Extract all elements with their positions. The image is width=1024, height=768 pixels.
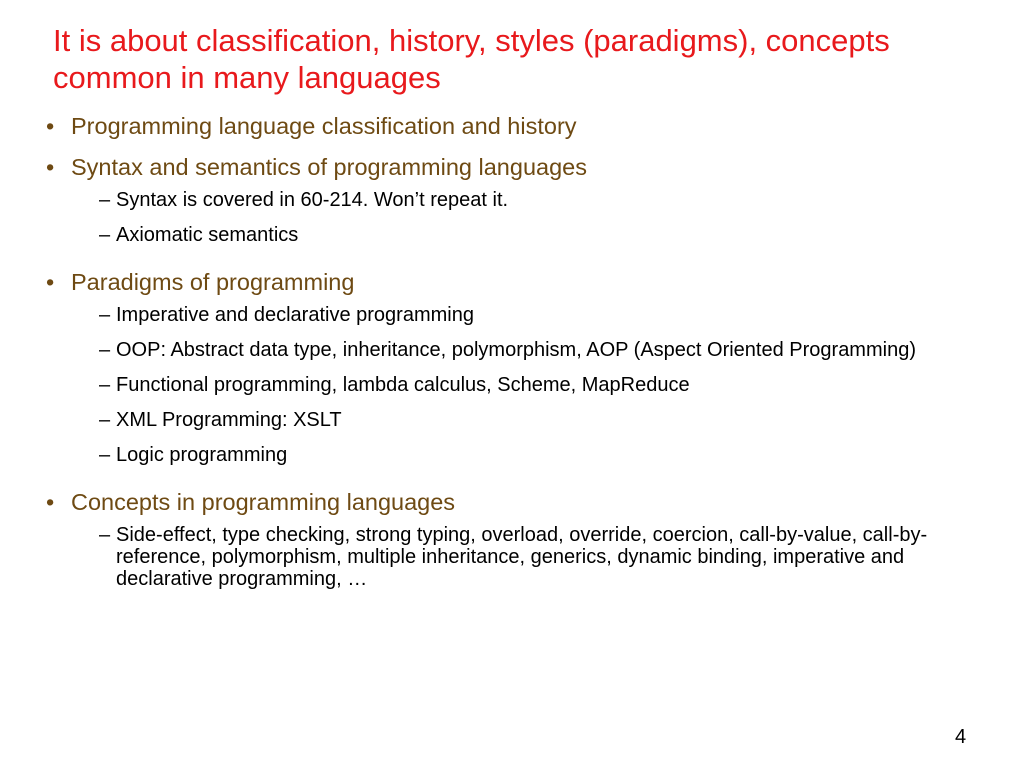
page-number: 4 [955, 726, 967, 748]
bullet-label: Syntax and semantics of programming languages [71, 154, 587, 180]
bullet-icon: • [46, 489, 55, 515]
dash-icon: – [99, 524, 111, 546]
dash-icon: – [99, 409, 111, 431]
bullet-icon: • [46, 269, 55, 295]
sub-item [46, 524, 966, 590]
bullet-icon: • [46, 113, 55, 139]
dash-icon: – [99, 224, 111, 246]
dash-icon: – [99, 339, 111, 361]
bullet-item-classification [46, 113, 986, 140]
sub-item-label: XML Programming: XSLT [116, 409, 342, 431]
sub-item [46, 339, 916, 361]
bullet-item-paradigms [46, 269, 986, 296]
slide-title: It is about classification, history, styles (paradigms), concepts common in many languages [53, 23, 890, 95]
sub-item-label: Imperative and declarative programming [116, 304, 474, 326]
dash-icon: – [99, 304, 111, 326]
sub-item-label: Axiomatic semantics [116, 224, 299, 246]
sub-item [46, 224, 916, 246]
bullet-icon: • [46, 154, 55, 180]
sub-item [46, 374, 916, 396]
bullet-item-concepts [46, 489, 986, 516]
sub-item [46, 444, 916, 466]
bullet-label: Programming language classification and history [71, 113, 577, 139]
dash-icon: – [99, 444, 111, 466]
bullet-item-syntax-semantics [46, 154, 986, 181]
bullet-label: Concepts in programming languages [71, 489, 456, 515]
sub-item [46, 304, 916, 326]
sub-item-label: OOP: Abstract data type, inheritance, polymorphism, AOP (Aspect Oriented Programming) [116, 339, 916, 361]
sub-item [46, 409, 916, 431]
sub-item-label: Side-effect, type checking, strong typing, overload, override, coercion, call-by-value, call-by-reference, polymorphism, multiple inheritance, generics, dynamic binding, imperative and declarative programming, … [116, 524, 928, 590]
dash-icon: – [99, 189, 111, 211]
sub-item-label: Functional programming, lambda calculus, Scheme, MapReduce [116, 374, 690, 396]
sub-item-label: Logic programming [116, 444, 288, 466]
slide-content [46, 113, 986, 590]
sub-item-label: Syntax is covered in 60-214. Won’t repeat it. [116, 189, 509, 211]
dash-icon: – [99, 374, 111, 396]
bullet-label: Paradigms of programming [71, 269, 355, 295]
sub-item [46, 189, 916, 211]
